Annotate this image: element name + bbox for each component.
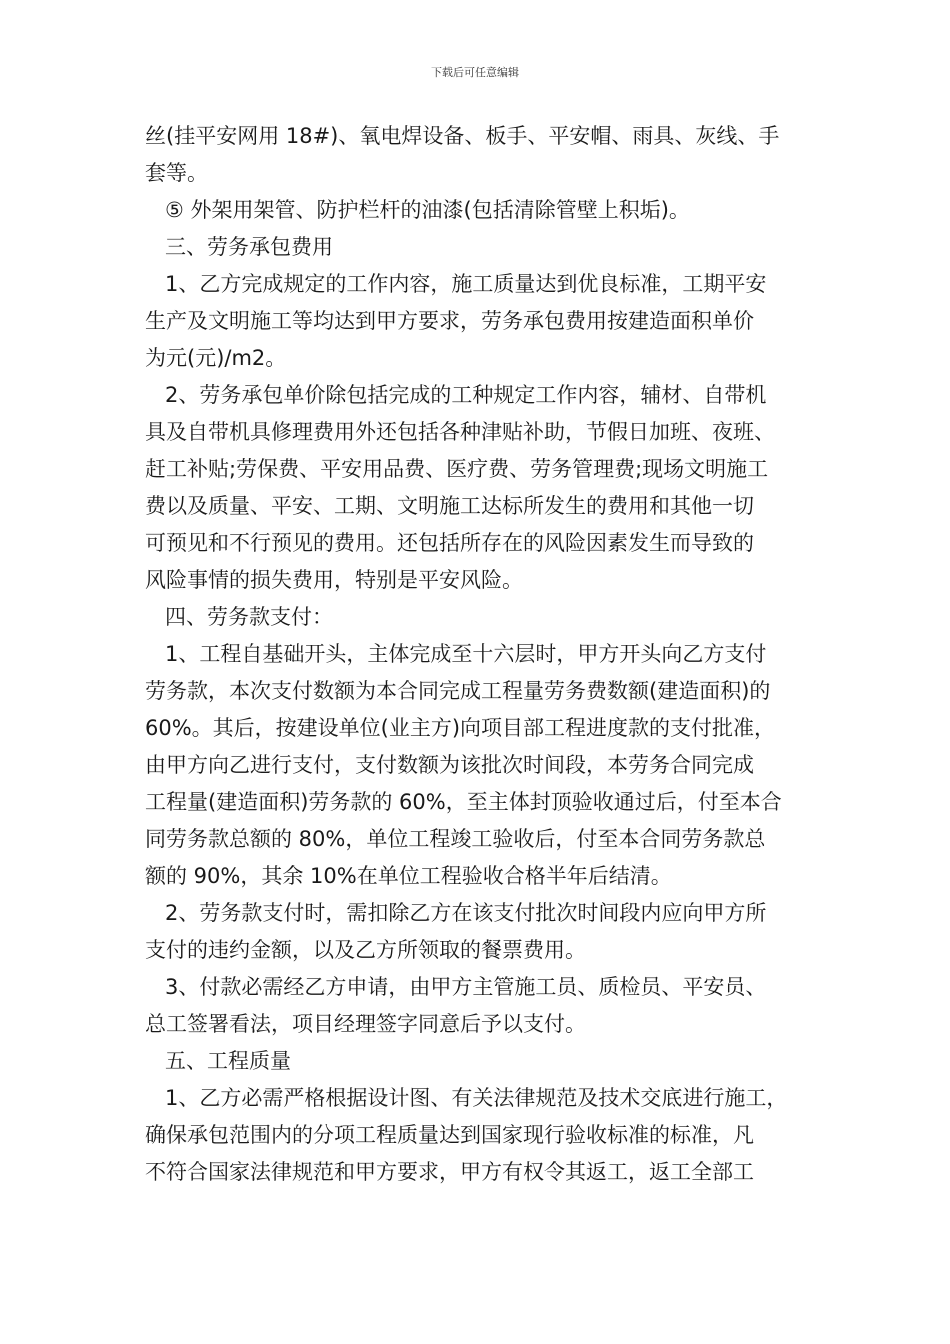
text-line: 四、劳务款支付： — [165, 605, 333, 629]
text-line: 由甲方向乙进行支付，支付数额为该批次时间段，本劳务合同完成 — [145, 753, 754, 777]
text-line: 费以及质量、平安、工期、文明施工达标所发生的费用和其他一切 — [145, 494, 754, 518]
paragraph — [145, 192, 809, 229]
paragraph — [145, 895, 809, 969]
text-line: 额的 90%，其余 10%在单位工程验收合格半年后结清。 — [145, 864, 672, 888]
text-line: 1、乙方必需严格根据设计图、有关法律规范及技术交底进行施工， — [165, 1086, 788, 1110]
text-line: 生产及文明施工等均达到甲方要求，劳务承包费用按建造面积单价 — [145, 309, 754, 333]
text-line: 风险事情的损失费用，特别是平安风险。 — [145, 568, 523, 592]
paragraph — [145, 266, 809, 377]
text-line: 2、劳务款支付时，需扣除乙方在该支付批次时间段内应向甲方所 — [165, 901, 767, 925]
text-line: 不符合国家法律规范和甲方要求，甲方有权令其返工，返工全部工 — [145, 1160, 754, 1184]
text-line: 赶工补贴;劳保费、平安用品费、医疗费、劳务管理费;现场文明施工 — [145, 457, 769, 481]
text-line: 丝(挂平安网用 18#)、氧电焊设备、板手、平安帽、雨具、灰线、手 — [145, 124, 780, 148]
paragraph — [145, 377, 809, 599]
paragraph — [145, 229, 809, 266]
text-line: 同劳务款总额的 80%，单位工程竣工验收后，付至本合同劳务款总 — [145, 827, 766, 851]
text-line: 2、劳务承包单价除包括完成的工种规定工作内容，辅材、自带机 — [165, 383, 767, 407]
text-line: 可预见和不行预见的费用。还包括所存在的风险因素发生而导致的 — [145, 531, 754, 555]
text-line: 套等。 — [145, 161, 208, 185]
text-line: 1、乙方完成规定的工作内容，施工质量达到优良标准，工期平安 — [165, 272, 767, 296]
page-header: 下载后可任意编辑 — [431, 66, 519, 79]
paragraph — [145, 636, 809, 895]
text-line: 为元(元)/m2。 — [145, 346, 287, 370]
paragraph — [145, 1080, 809, 1191]
paragraph — [145, 1043, 809, 1080]
paragraph — [145, 599, 809, 636]
text-line: 总工签署看法，项目经理签字同意后予以支付。 — [145, 1012, 586, 1036]
paragraph — [145, 969, 809, 1043]
text-line: ⑤ 外架用架管、防护栏杆的油漆(包括清除管壁上积垢)。 — [165, 198, 690, 222]
text-line: 60%。其后，按建设单位(业主方)向项目部工程进度款的支付批准， — [145, 716, 776, 740]
text-line: 五、工程质量 — [165, 1049, 291, 1073]
text-line: 确保承包范围内的分项工程质量达到国家现行验收标准的标准，凡 — [145, 1123, 754, 1147]
text-line: 工程量(建造面积)劳务款的 60%，至主体封顶验收通过后，付至本合 — [145, 790, 782, 814]
document-body — [145, 118, 809, 1191]
paragraph — [145, 118, 809, 192]
text-line: 支付的违约金额，以及乙方所领取的餐票费用。 — [145, 938, 586, 962]
text-line: 3、付款必需经乙方申请，由甲方主管施工员、质检员、平安员、 — [165, 975, 767, 999]
text-line: 具及自带机具修理费用外还包括各种津贴补助，节假日加班、夜班、 — [145, 420, 775, 444]
text-line: 1、工程自基础开头，主体完成至十六层时，甲方开头向乙方支付 — [165, 642, 767, 666]
text-line: 劳务款，本次支付数额为本合同完成工程量劳务费数额(建造面积)的 — [145, 679, 771, 703]
text-line: 三、劳务承包费用 — [165, 235, 333, 259]
